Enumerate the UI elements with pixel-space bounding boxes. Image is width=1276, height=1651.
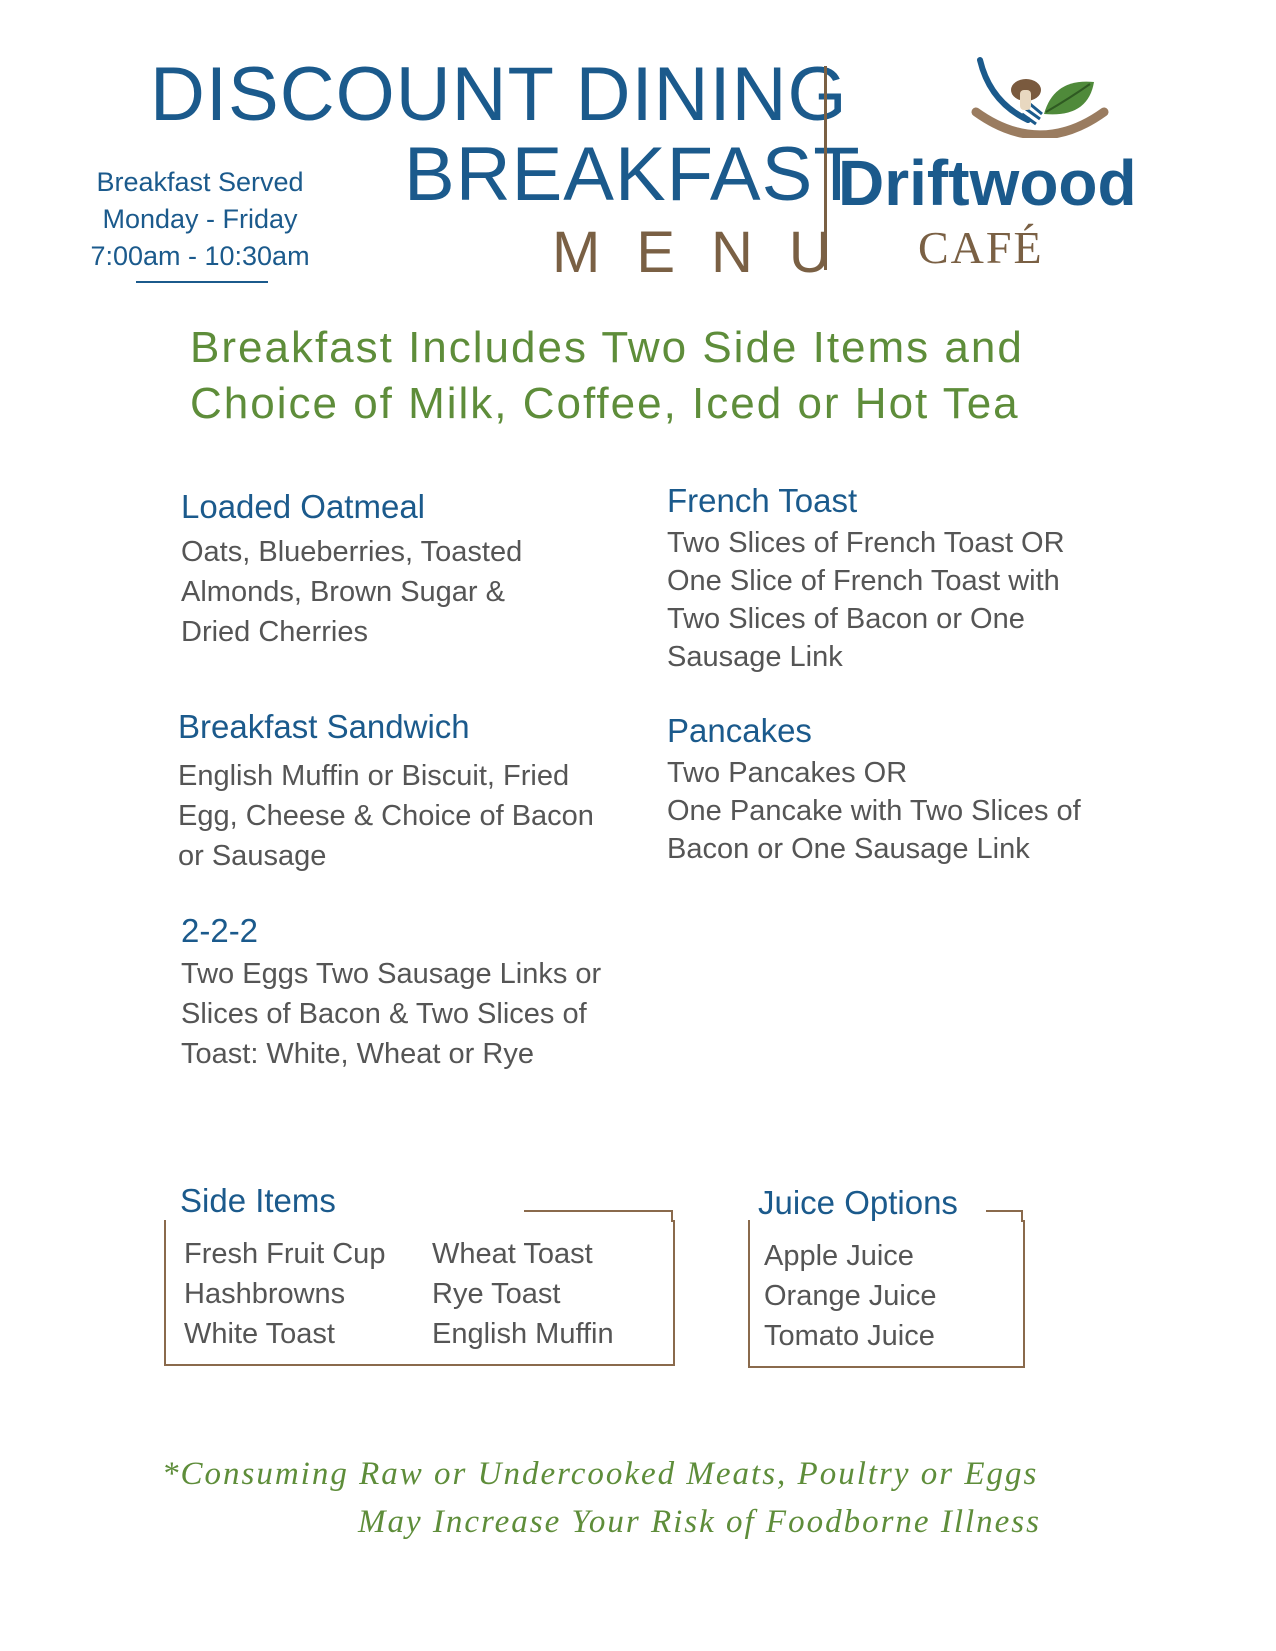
item-desc: Two Slices of French Toast OR One Slice of French Toast with Two Slices of Bacon or One Sausage Link <box>667 527 1065 673</box>
item-desc: Two Eggs Two Sausage Links or Slices of Bacon & Two Slices of Toast: White, Wheat or Rye <box>181 958 602 1070</box>
menu-item-breakfast-sandwich <box>178 708 618 876</box>
menu-item-loaded-oatmeal <box>181 488 621 652</box>
side-item: Rye Toast <box>432 1278 561 1310</box>
juice-box-corner <box>1021 1210 1023 1222</box>
tagline-line-1: Breakfast Includes Two Side Items and <box>190 323 1024 372</box>
hours-line-1: Breakfast Served <box>96 167 304 197</box>
side-item: English Muffin <box>432 1318 614 1350</box>
juice-list <box>764 1236 937 1356</box>
side-items-col-2 <box>432 1234 614 1354</box>
side-item: White Toast <box>184 1318 335 1350</box>
hours-line-2: Monday - Friday <box>102 204 298 234</box>
breakfast-hours <box>80 164 320 275</box>
tagline-line-2: Choice of Milk, Coffee, Iced or Hot Tea <box>190 379 1020 428</box>
juice-item: Tomato Juice <box>764 1320 935 1352</box>
item-title: Breakfast Sandwich <box>178 708 470 745</box>
header-divider <box>824 66 827 270</box>
item-desc: Two Pancakes OR One Pancake with Two Slices of Bacon or One Sausage Link <box>667 757 1081 865</box>
item-desc: English Muffin or Biscuit, Fried Egg, Cheese & Choice of Bacon or Sausage <box>178 760 594 872</box>
disclaimer-line-2: May Increase Your Risk of Foodborne Illness <box>358 1504 1041 1540</box>
fork-mushroom-leaf-bowl-logo <box>970 54 1120 138</box>
disclaimer-line-1: *Consuming Raw or Undercooked Meats, Poultry or Eggs <box>162 1456 1039 1492</box>
brand-name: Driftwood <box>838 147 1137 219</box>
side-items-col-1 <box>184 1234 385 1354</box>
title-breakfast: BREAKFAST <box>404 132 861 217</box>
hours-line-3: 7:00am - 10:30am <box>90 241 310 271</box>
side-items-box-corner <box>671 1210 673 1222</box>
menu-item-french-toast <box>667 482 1127 676</box>
side-item: Wheat Toast <box>432 1238 593 1270</box>
juice-item: Orange Juice <box>764 1280 937 1312</box>
item-title: 2-2-2 <box>181 912 259 949</box>
side-items-box-edge-right <box>524 1210 673 1212</box>
title-menu: MENU <box>552 220 867 285</box>
side-items-box-edge-left <box>164 1220 166 1222</box>
brand-sub: CAFÉ <box>918 222 1044 273</box>
item-title: French Toast <box>667 482 858 519</box>
item-desc: Oats, Blueberries, Toasted Almonds, Brown Sugar & Dried Cherries <box>181 536 523 648</box>
tagline <box>190 320 1024 432</box>
side-item: Hashbrowns <box>184 1278 346 1310</box>
item-title: Pancakes <box>667 712 812 749</box>
side-item: Fresh Fruit Cup <box>184 1238 386 1270</box>
title-discount-dining: DISCOUNT DINING <box>150 52 848 137</box>
side-items-title: Side Items <box>180 1182 336 1219</box>
juice-box-edge-right <box>986 1210 1023 1212</box>
menu-item-2-2-2 <box>181 912 621 1074</box>
menu-item-pancakes <box>667 712 1127 868</box>
item-title: Loaded Oatmeal <box>181 488 426 525</box>
hours-underline <box>136 281 268 283</box>
juice-item: Apple Juice <box>764 1240 914 1272</box>
juice-options-title: Juice Options <box>758 1184 964 1222</box>
